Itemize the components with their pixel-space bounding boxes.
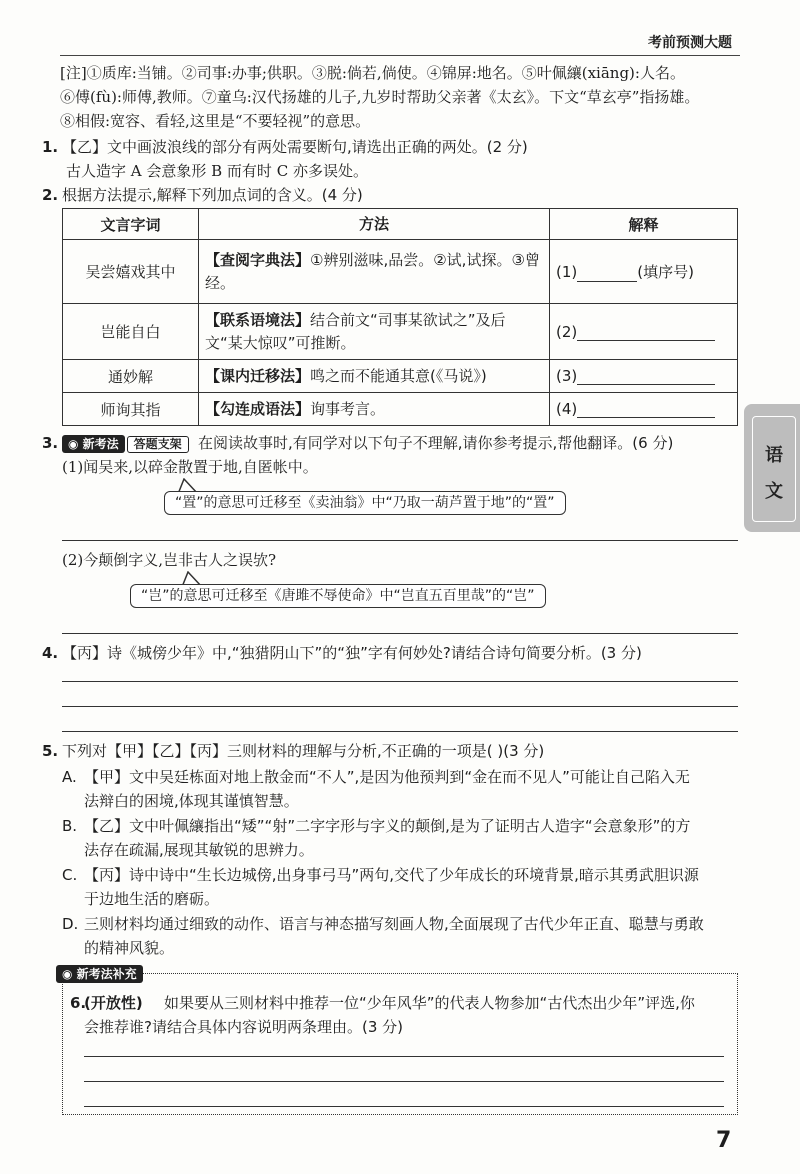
option-a-line-2: 法辩白的困境,体现其谨慎智慧。 <box>84 792 299 810</box>
answer-label: (1) <box>556 263 578 281</box>
answer-cell <box>550 304 738 360</box>
table-method-cell <box>199 240 550 304</box>
table-method-cell <box>199 360 550 393</box>
q6-line-1: 如果要从三则材料中推荐一位“少年风华”的代表人物参加“古代杰出少年”评选,你 <box>164 994 695 1012</box>
method-text: ①辨别滋味,品尝。②试,试探。③曾经。 <box>205 250 540 292</box>
answer-line-q4-1[interactable] <box>62 681 738 682</box>
answer-label: (4) <box>556 400 578 418</box>
answer-blank[interactable] <box>577 401 715 418</box>
q3-text: 在阅读故事时,有同学对以下句子不理解,请你参考提示,帮他翻译。(6 分) <box>198 434 674 452</box>
table-method-cell <box>199 304 550 360</box>
table-method-cell <box>199 393 550 426</box>
hint-box-2: “岂”的意思可迁移至《唐雎不辱使命》中“岂直五百里哉”的“岂” <box>130 584 546 608</box>
table-row <box>63 304 738 360</box>
table-header-explain: 解释 <box>550 209 738 240</box>
side-tab-char-1: 语 <box>765 445 783 466</box>
option-b-line-2: 法存在疏漏,展现其敏锐的思辨力。 <box>84 841 314 859</box>
q3-sentence-1: (1)闻吴来,以碎金散置于地,自匿帐中。 <box>62 458 318 476</box>
page-number: 7 <box>716 1128 732 1153</box>
q2-text: 根据方法提示,解释下列加点词的含义。(4 分) <box>62 186 363 204</box>
note-line-2: ⑥傅(fù):师傅,教师。⑦童乌:汉代扬雄的儿子,九岁时帮助父亲著《太玄》。下文“草玄亭”指扬雄。 <box>60 88 700 106</box>
method-text: 鸣之而不能通其意(《马说》) <box>310 366 487 385</box>
answer-line-q3-2[interactable] <box>62 633 738 634</box>
option-b-line-1: 【乙】文中叶佩纕指出“矮”“射”二字字形与字义的颠倒,是为了证明古人造字“会意象形”的方 <box>84 817 691 835</box>
note-line-1: [注]①质库:当铺。②司事:办事;供职。③脱:倘若,倘使。④锦屏:地名。⑤叶佩纕(xiāng):人名。 <box>60 64 685 82</box>
answer-line-q6-3[interactable] <box>84 1106 724 1107</box>
option-c-label: C. <box>62 866 78 884</box>
answer-blank[interactable] <box>577 368 715 385</box>
table-header-word: 文言字词 <box>63 209 199 240</box>
side-tab-char-2: 文 <box>765 481 783 502</box>
answer-cell <box>550 393 738 426</box>
answer-line-q4-2[interactable] <box>62 706 738 707</box>
q4-text: 【丙】诗《城傍少年》中,“独猎阴山下”的“独”字有何妙处?请结合诗句简要分析。(3 分) <box>62 644 642 662</box>
q6-line-2: 会推荐谁?请结合具体内容说明两条理由。(3 分) <box>84 1018 403 1036</box>
q6-tag: (开放性) <box>84 994 143 1012</box>
answer-frame-tag: 答题支架 <box>127 436 189 453</box>
q5-text: 下列对【甲】【乙】【丙】三则材料的理解与分析,不正确的一项是( )(3 分) <box>62 742 545 760</box>
q1-sentence: 古人造字 A 会意象形 B 而有时 C 亦多误处。 <box>66 162 368 180</box>
subject-side-tab <box>744 404 800 532</box>
q2-number: 2. <box>42 186 59 204</box>
method-table <box>62 208 738 426</box>
method-tag: 【联系语境法】 <box>205 310 311 329</box>
option-d-line-1: 三则材料均通过细致的动作、语言与神态描写刻画人物,全面展现了古代少年正直、聪慧与勇敢 <box>84 915 704 933</box>
q5-number: 5. <box>42 742 59 760</box>
supplement-tag: ◉ 新考法补充 <box>56 963 143 983</box>
method-text: 结合前文“司事某欲试之”及后文“某大惊叹”可推断。 <box>205 310 506 352</box>
supplement-tag-text: 新考法补充 <box>76 967 137 981</box>
method-tag: 【查阅字典法】 <box>205 250 311 269</box>
answer-label: (3) <box>556 367 578 385</box>
option-c-line-1: 【丙】诗中诗中“生长边城傍,出身事弓马”两句,交代了少年成长的环境背景,暗示其勇武胆识源 <box>84 866 699 884</box>
table-row <box>63 393 738 426</box>
table-header-method: 方法 <box>199 209 550 240</box>
answer-label: (2) <box>556 322 578 341</box>
table-word-cell: 通妙解 <box>63 360 199 393</box>
answer-blank[interactable] <box>577 324 715 341</box>
option-d-line-2: 的精神风貌。 <box>84 939 175 957</box>
q1-text: 【乙】文中画波浪线的部分有两处需要断句,请选出正确的两处。(2 分) <box>62 138 528 156</box>
answer-note: (填序号) <box>637 263 694 281</box>
method-text: 询事考言。 <box>310 399 386 418</box>
answer-cell <box>550 360 738 393</box>
table-row <box>63 240 738 304</box>
new-method-tag-text: 新考法 <box>82 437 119 451</box>
method-tag: 【勾连成语法】 <box>205 399 311 418</box>
new-method-tag: ◉ 新考法 <box>62 435 125 453</box>
table-word-cell: 师询其指 <box>63 393 199 426</box>
option-d-label: D. <box>62 915 79 933</box>
answer-blank[interactable] <box>577 265 637 282</box>
note-line-3: ⑧相假:宽容、看轻,这里是“不要轻视”的意思。 <box>60 112 371 130</box>
hint-box-1: “置”的意思可迁移至《卖油翁》中“乃取一葫芦置于地”的“置” <box>164 491 566 515</box>
table-word-cell: 岂能自白 <box>63 304 199 360</box>
answer-cell <box>550 240 738 304</box>
q3-number: 3. <box>42 434 59 452</box>
answer-line-q4-3[interactable] <box>62 731 738 732</box>
method-tag: 【课内迁移法】 <box>205 366 311 385</box>
q6-number: 6. <box>70 994 87 1012</box>
answer-line-q6-1[interactable] <box>84 1056 724 1057</box>
option-a-line-1: 【甲】文中吴廷栋面对地上散金而“不人”,是因为他预判到“金在而不见人”可能让自己陷入无 <box>84 768 690 786</box>
answer-line-q6-2[interactable] <box>84 1081 724 1082</box>
header-rule <box>60 55 740 56</box>
table-row <box>63 360 738 393</box>
q3-tags <box>62 433 189 453</box>
option-c-line-2: 于边地生活的磨砺。 <box>84 890 220 908</box>
header-title: 考前预测大题 <box>648 35 732 51</box>
q3-sentence-2: (2)今颠倒字义,岂非古人之误欤? <box>62 551 277 569</box>
option-b-label: B. <box>62 817 78 835</box>
q4-number: 4. <box>42 644 59 662</box>
table-word-cell: 吴尝嬉戏其中 <box>63 240 199 304</box>
answer-line-q3-1[interactable] <box>62 540 738 541</box>
option-a-label: A. <box>62 768 77 786</box>
q1-number: 1. <box>42 138 59 156</box>
